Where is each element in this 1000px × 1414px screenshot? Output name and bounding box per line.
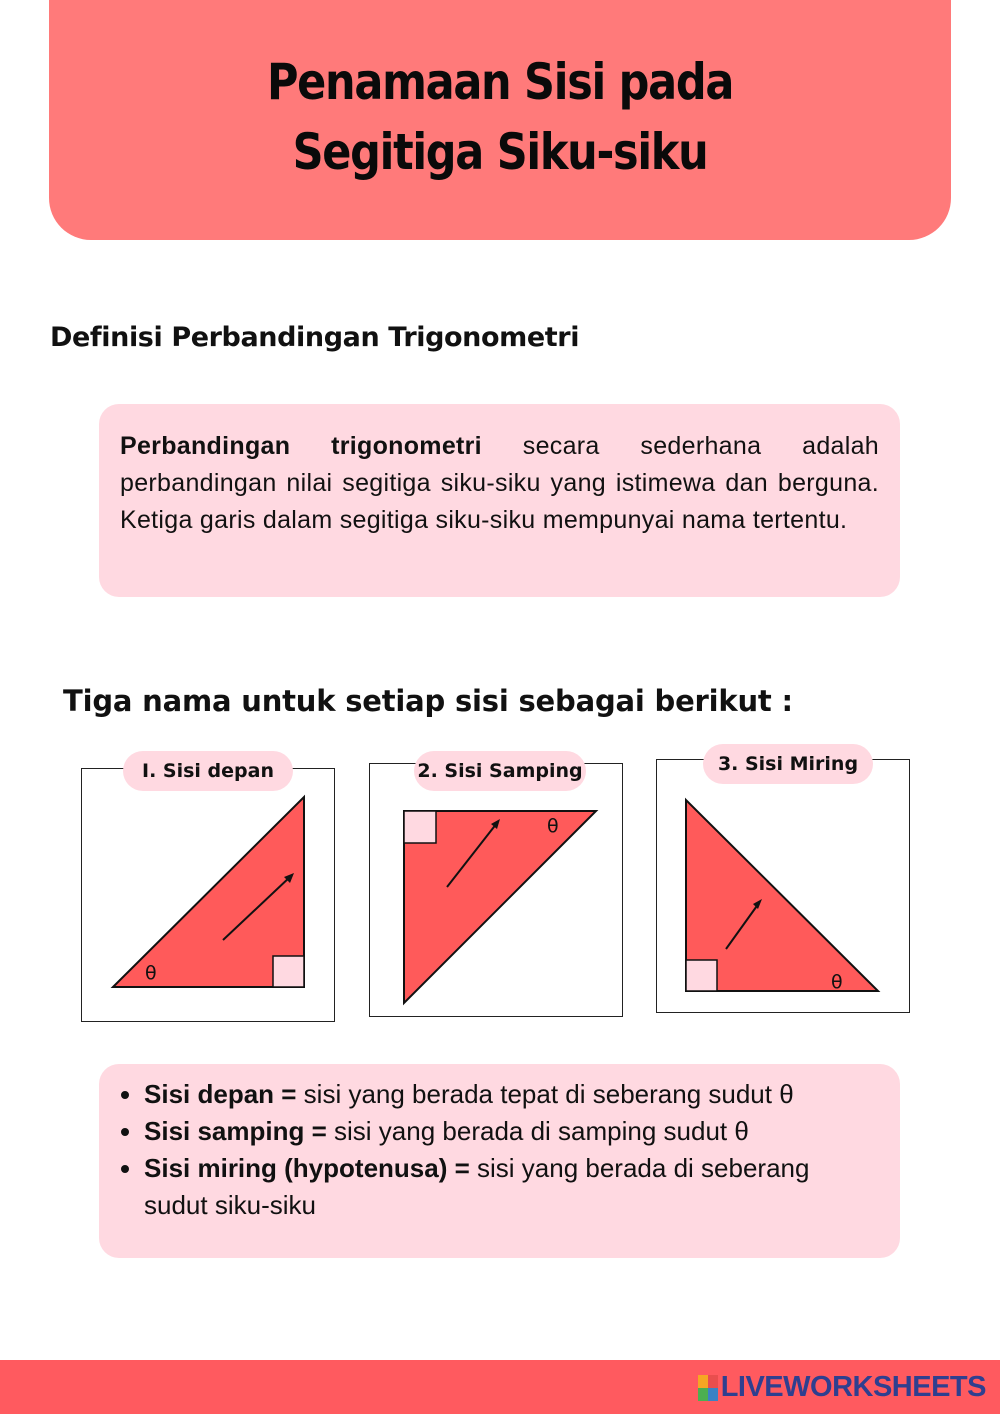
panel-label-sisi-depan: I. Sisi depan <box>123 751 293 791</box>
page-title-line-1: Penamaan Sisi pada <box>266 53 734 111</box>
definition-text: secara sederhana adalah perbandingan nilai segitiga siku-siku yang istimewa dan berguna. Ketiga garis dalam segitiga siku-siku mempunyai nama tertentu. <box>120 432 879 534</box>
right-angle-marker <box>686 960 717 991</box>
panel-label-sisi-samping: 2. Sisi Samping <box>414 751 586 791</box>
panel-sisi-miring <box>656 759 910 1013</box>
triangle-diagram-miring <box>657 760 911 1014</box>
theta-label: θ <box>831 971 843 993</box>
definitions-list <box>117 1076 880 1224</box>
triangle-diagram-samping <box>370 764 624 1018</box>
right-angle-marker <box>273 956 304 987</box>
triangle-diagram-depan <box>82 769 336 1023</box>
theta-label: θ <box>547 815 559 837</box>
definition-bold-term: Perbandingan trigonometri <box>120 432 482 460</box>
definitions-box <box>99 1064 900 1258</box>
definition-box <box>99 404 900 597</box>
sides-heading: Tiga nama untuk setiap sisi sebagai berikut : <box>63 684 793 718</box>
list-item <box>144 1076 880 1113</box>
theta-label: θ <box>145 962 157 984</box>
liveworksheets-logo-icon <box>698 1375 718 1401</box>
list-item-text: sisi yang berada di seberang sudut siku-siku <box>144 1153 810 1220</box>
list-item <box>144 1150 880 1224</box>
liveworksheets-brand[interactable] <box>698 1371 986 1404</box>
list-item-text: sisi yang berada tepat di seberang sudut θ <box>296 1079 794 1109</box>
list-item-text: sisi yang berada di samping sudut θ <box>326 1116 749 1146</box>
list-item <box>144 1113 880 1150</box>
list-item-term: Sisi samping = <box>144 1116 327 1146</box>
definition-paragraph <box>120 428 879 539</box>
brand-name: LIVEWORKSHEETS <box>720 1371 986 1403</box>
definition-heading: Definisi Perbandingan Trigonometri <box>50 322 580 353</box>
page-title-line-2: Segitiga Siku-siku <box>292 123 708 181</box>
panel-sisi-depan <box>81 768 335 1022</box>
title-banner <box>49 0 951 240</box>
footer-bar <box>0 1360 1000 1414</box>
list-item-term: Sisi depan = <box>144 1079 297 1109</box>
panel-label-sisi-miring: 3. Sisi Miring <box>703 744 873 784</box>
right-angle-marker <box>404 811 436 843</box>
panel-sisi-samping <box>369 763 623 1017</box>
list-item-term: Sisi miring (hypotenusa) = <box>144 1153 470 1183</box>
